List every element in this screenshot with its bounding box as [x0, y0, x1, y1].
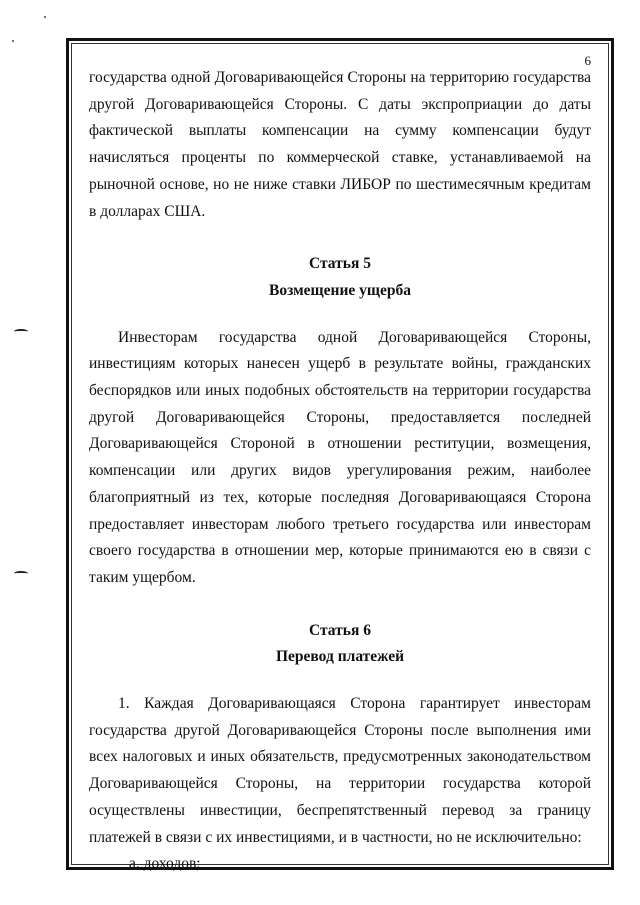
spacer: [89, 592, 591, 618]
paragraph-continuation: государства одной Договаривающейся Стороны на территорию государства другой Договаривающейся Стороны. С даты экспроприации до даты фактической выплаты компенсации на сумму компенсации будут начисляться проценты по коммерческой ставке, устанавливаемой на рыночной основе, но не ниже ставки ЛИБОР по шестимесячным кредитам в долларах США.: [89, 69, 591, 220]
spacer: [89, 671, 591, 691]
page-number: 6: [584, 53, 591, 68]
article-5-paragraph: Инвесторам государства одной Договаривающейся Стороны, инвестициям которых нанесен ущерб в результате войны, гражданских беспорядков или иных подобных обстоятельств на территории государства другой Договаривающейся Стороны, предоставляется последней Договаривающейся Стороной в отношении реституции, возмещения, компенсации или других видов урегулирования режим, наиболее благоприятный из тех, которые последняя Договаривающаяся Сторона предоставляет инвесторам любого третьего государства или инвесторам своего государства в отношении мер, которые принимаются ею в связи с таким ущербом.: [89, 328, 591, 586]
page-border-frame: [66, 38, 614, 873]
scan-speck: [12, 40, 14, 42]
scan-hole-mark-upper: [14, 329, 28, 334]
article-5-number: Статья 5: [309, 255, 371, 273]
article-6-paragraph-1: 1. Каждая Договаривающаяся Сторона гарантирует инвесторам государства другой Договаривающейся Стороны после выполнения ими всех налоговых и иных обязательств, предусмотренных законодательством Договаривающейся Стороны, на территории государства которой осуществлены инвестиции, беспрепятственный перевод за границу платежей в связи с их инвестициями, и в частности, но не исключительно:: [89, 695, 591, 846]
article-6-number: Статья 6: [309, 621, 371, 639]
article-6-item-a: а. доходов;: [129, 855, 201, 873]
document-body: [89, 65, 591, 878]
spacer: [89, 305, 591, 325]
article-6-title: Перевод платежей: [275, 648, 405, 666]
scan-speck: [44, 16, 46, 18]
article-5-title: Возмещение ущерба: [269, 281, 411, 299]
spacer: [89, 225, 591, 251]
scan-hole-mark-lower: [14, 571, 28, 576]
